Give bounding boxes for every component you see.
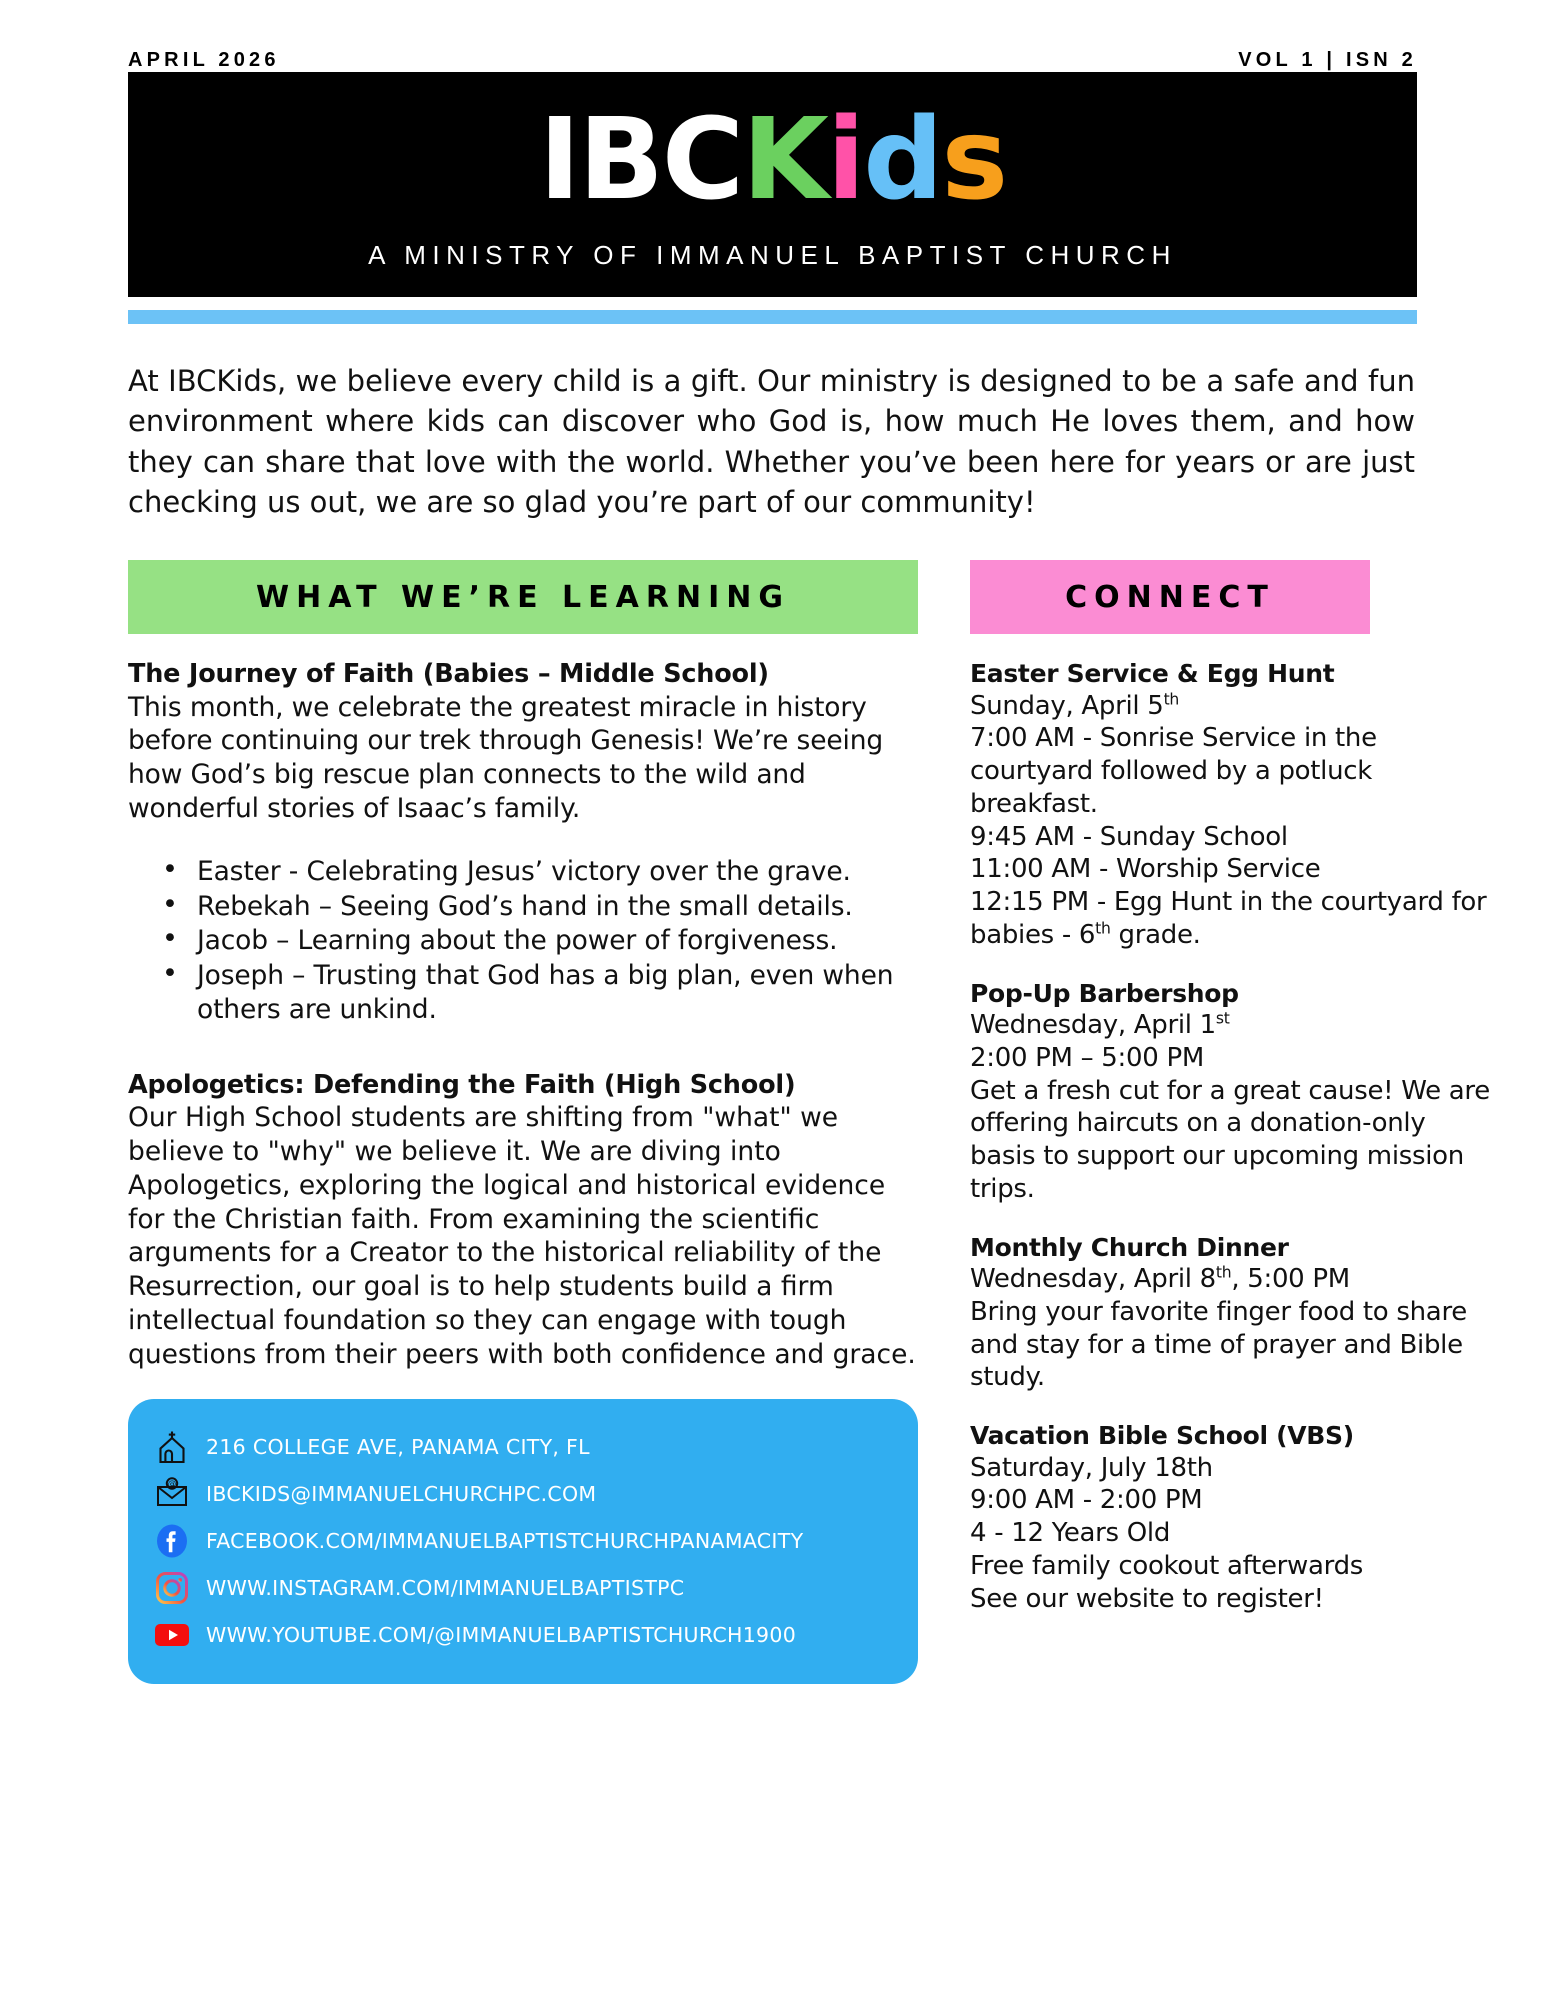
issue-date: APRIL 2026 (128, 49, 280, 71)
connect-event-line: 12:15 PM - Egg Hunt in the courtyard for babies - 6th grade. (970, 887, 1487, 950)
church-icon (154, 1429, 190, 1465)
connect-event-line: 9:00 AM - 2:00 PM (970, 1485, 1203, 1516)
connect-column (970, 560, 1493, 1684)
connect-event-title: Pop-Up Barbershop (970, 978, 1239, 1008)
contact-row[interactable] (154, 1470, 892, 1517)
accent-bar (128, 310, 1417, 324)
connect-event-line: Wednesday, April 1st (970, 1009, 1230, 1041)
ibckids-logo (538, 72, 1007, 225)
logo-ibc: IBC (538, 95, 743, 225)
connect-event (970, 1420, 1493, 1615)
journey-block (128, 658, 918, 1027)
contact-label: WWW.YOUTUBE.COM/@IMMANUELBAPTISTCHURCH1900 (206, 1622, 797, 1647)
connect-event-line: Free family cookout afterwards (970, 1550, 1364, 1581)
connect-event-line: 9:45 AM - Sunday School (970, 821, 1288, 852)
connect-event-title: Easter Service & Egg Hunt (970, 659, 1335, 689)
lesson-bullet: • Easter - Celebrating Jesus’ victory over the grave. (162, 855, 918, 889)
banner-tagline: A MINISTRY OF IMMANUEL BAPTIST CHURCH (368, 240, 1177, 270)
connect-event-line: 7:00 AM - Sonrise Service in the courtyard followed by a potluck breakfast. (970, 723, 1377, 819)
apologetics-body: Our High School students are shifting from "what" we believe to "why" we believe it. We are diving into Apologetics, exploring the logical and historical evidence for the Christian faith. From examining the scientific arguments for a Creator to the historical reliability of the Resurrection, our goal is to help students build a firm intellectual foundation so they can engage with tough questions from their peers with both confidence and grace. (128, 1102, 916, 1370)
connect-event-title: Monthly Church Dinner (970, 1232, 1289, 1262)
contact-row[interactable] (154, 1423, 892, 1470)
connect-event-line: 11:00 AM - Worship Service (970, 854, 1321, 885)
learning-heading: WHAT WE’RE LEARNING (128, 560, 918, 634)
logo-d: d (863, 95, 942, 225)
logo-banner (128, 72, 1417, 297)
connect-event-line: Wednesday, April 8th, 5:00 PM (970, 1263, 1350, 1295)
connect-event-line: Sunday, April 5th (970, 690, 1179, 721)
connect-event-title: Vacation Bible School (VBS) (970, 1421, 1354, 1451)
lesson-list (128, 855, 918, 1027)
contact-label: IBCKIDS@IMMANUELCHURCHPC.COM (206, 1481, 597, 1506)
lesson-bullet: • Jacob – Learning about the power of forgiveness. (162, 924, 918, 958)
connect-events (970, 658, 1493, 1615)
meta-row (128, 0, 1417, 72)
connect-event-line: Get a fresh cut for a great cause! We are offering haircuts on a donation-only basis to support our upcoming mission trips. (970, 1075, 1490, 1204)
contact-label: FACEBOOK.COM/IMMANUELBAPTISTCHURCHPANAMACITY (206, 1528, 804, 1553)
connect-event-line: See our website to register! (970, 1583, 1324, 1614)
apologetics-block (128, 1069, 918, 1372)
journey-title: The Journey of Faith (Babies – Middle School) (128, 659, 769, 690)
lesson-bullet: • Rebekah – Seeing God’s hand in the small details. (162, 890, 918, 924)
svg-text:@: @ (167, 1479, 177, 1490)
connect-event (970, 1232, 1493, 1395)
logo-k: K (742, 95, 827, 225)
connect-event (970, 978, 1493, 1206)
connect-event-line: Bring your favorite finger food to share and stay for a time of prayer and Bible study. (970, 1296, 1467, 1393)
connect-heading: CONNECT (970, 560, 1370, 634)
email-icon (154, 1476, 190, 1512)
logo-s: s (941, 95, 1007, 225)
instagram-icon (154, 1570, 190, 1606)
contact-row[interactable] (154, 1564, 892, 1611)
lesson-bullet: • Joseph – Trusting that God has a big plan, even when others are unkind. (162, 959, 918, 1027)
apologetics-title: Apologetics: Defending the Faith (High School) (128, 1069, 796, 1100)
facebook-icon (154, 1523, 190, 1559)
contact-row[interactable] (154, 1517, 892, 1564)
journey-body: This month, we celebrate the greatest miracle in history before continuing our trek through Genesis! We’re seeing how God’s big rescue plan connects to the wild and wonderful stories of Isaac’s family. (128, 691, 884, 825)
connect-event (970, 658, 1493, 952)
connect-event-line: 2:00 PM – 5:00 PM (970, 1042, 1204, 1073)
contact-row[interactable] (154, 1611, 892, 1658)
contact-label: WWW.INSTAGRAM.COM/IMMANUELBAPTISTPC (206, 1575, 685, 1600)
connect-event-line: Saturday, July 18th (970, 1452, 1213, 1483)
logo-i: i (826, 95, 864, 225)
intro-paragraph: At IBCKids, we believe every child is a gift. Our ministry is designed to be a safe and fun environment where kids can discover who God is, how much He loves them, and how they can share that love with the world. Whether you’ve been here for years or are just checking us out, we are so glad you’re part of our community! (128, 364, 1415, 519)
content-columns (128, 560, 1490, 1684)
volume-issue: VOL 1 | ISN 2 (1238, 49, 1417, 71)
connect-event-line: 4 - 12 Years Old (970, 1518, 1171, 1549)
contact-label: 216 COLLEGE AVE, PANAMA CITY, FL (206, 1434, 590, 1459)
youtube-icon (154, 1617, 190, 1653)
contact-card (128, 1399, 918, 1684)
learning-column (128, 560, 918, 1684)
